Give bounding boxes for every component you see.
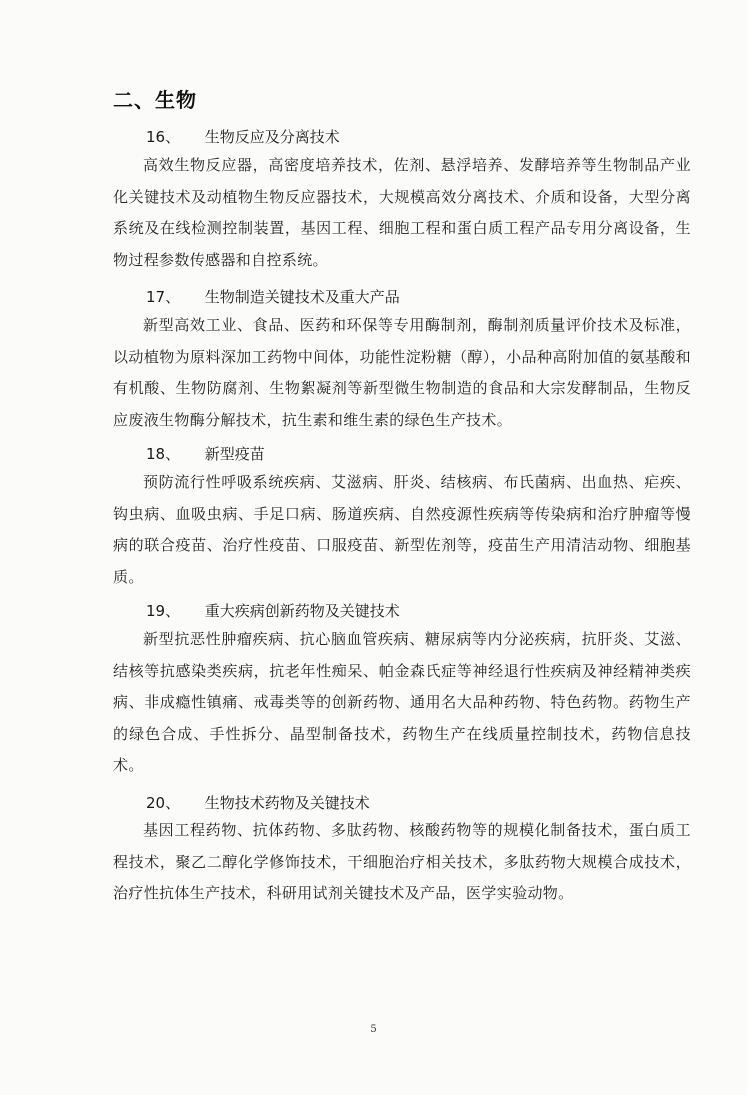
item-body-18: 预防流行性呼吸系统疾病、艾滋病、肝炎、结核病、布氏菌病、出血热、疟疾、钩虫病、血吸虫病、手足口病、肠道疾病、自然疫源性疾病等传染病和治疗肿瘤等慢病的联合疫苗、治疗性疫苗、口服疫苗、新型佐剂等，疫苗生产用清洁动物、细胞基质。 [113, 473, 691, 586]
item-number: 20、 [146, 794, 181, 812]
item-title: 生物制造关键技术及重大产品 [204, 288, 400, 306]
item-heading-16 [146, 126, 340, 147]
item-title: 重大疾病创新药物及关键技术 [204, 602, 400, 620]
item-body-17: 新型高效工业、食品、医药和环保等专用酶制剂，酶制剂质量评价技术及标准，以动植物为原料深加工药物中间体，功能性淀粉糖（醇），小品种高附加值的氨基酸和有机酸、生物防腐剂、生物絮凝剂等新型微生物制造的食品和大宗发酵制品，生物反应废液生物酶分解技术，抗生素和维生素的绿色生产技术。 [113, 316, 691, 429]
item-title: 新型疫苗 [204, 445, 265, 463]
item-title: 生物反应及分离技术 [204, 128, 340, 146]
item-heading-20 [146, 792, 370, 813]
item-heading-18 [146, 443, 265, 464]
page-number: 5 [370, 1024, 377, 1035]
item-body-19: 新型抗恶性肿瘤疾病、抗心脑血管疾病、糖尿病等内分泌疾病，抗肝炎、艾滋、结核等抗感染类疾病，抗老年性痴呆、帕金森氏症等神经退行性疾病及神经精神类疾病、非成瘾性镇痛、戒毒类等的创新药物、通用名大品种药物、特色药物。药物生产的绿色合成、手性拆分、晶型制备技术，药物生产在线质量控制技术，药物信息技术。 [113, 630, 691, 774]
section-title: 二、生物 [113, 88, 197, 112]
item-body-16: 高效生物反应器，高密度培养技术，佐剂、悬浮培养、发酵培养等生物制品产业化关键技术及动植物生物反应器技术，大规模高效分离技术、介质和设备，大型分离系统及在线检测控制装置，基因工程、细胞工程和蛋白质工程产品专用分离设备，生物过程参数传感器和自控系统。 [113, 156, 691, 269]
item-heading-17 [146, 286, 400, 307]
item-number: 16、 [146, 128, 181, 146]
item-number: 19、 [146, 602, 181, 620]
item-body-20: 基因工程药物、抗体药物、多肽药物、核酸药物等的规模化制备技术，蛋白质工程技术，聚乙二醇化学修饰技术，干细胞治疗相关技术，多肽药物大规模合成技术，治疗性抗体生产技术，科研用试剂关键技术及产品，医学实验动物。 [113, 821, 691, 902]
item-title: 生物技术药物及关键技术 [204, 794, 370, 812]
item-number: 17、 [146, 288, 181, 306]
item-heading-19 [146, 600, 400, 621]
item-number: 18、 [146, 445, 181, 463]
